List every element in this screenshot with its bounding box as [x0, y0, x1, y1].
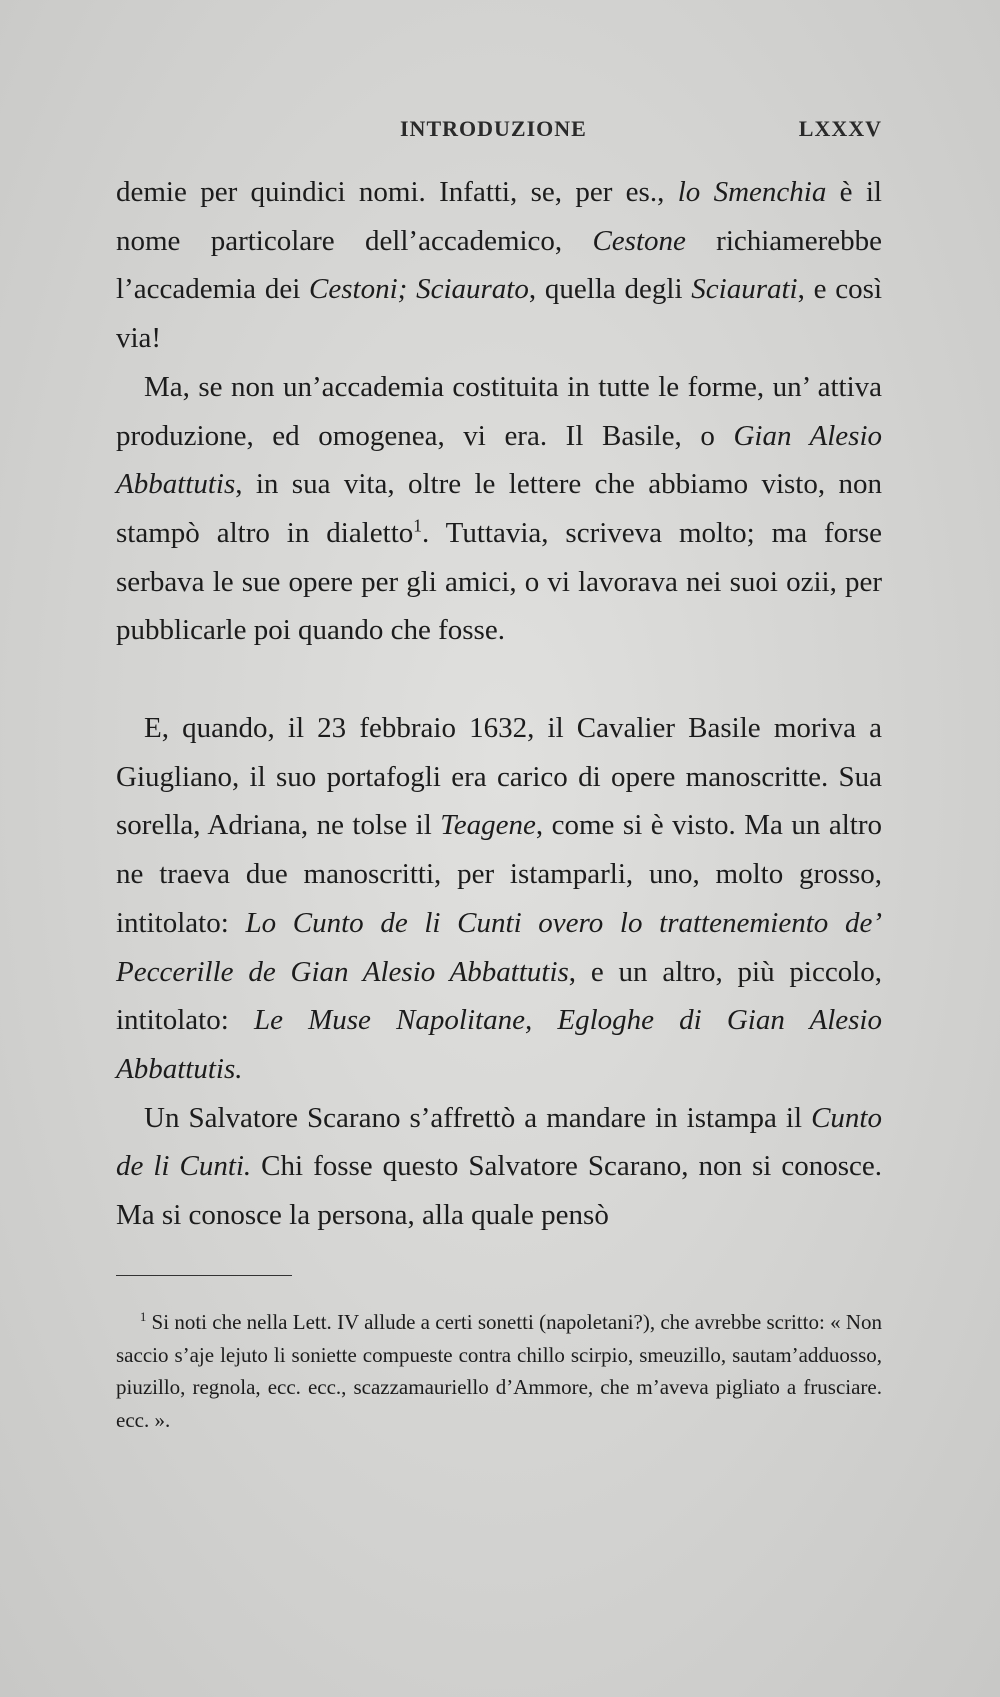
italic-text: Teagene [440, 809, 536, 842]
text-run: demie per quindici nomi. Infatti, se, per es., [116, 176, 678, 208]
page-number: LXXXV [798, 116, 882, 141]
body-text [116, 168, 882, 1240]
footnote-paragraph [116, 1306, 882, 1436]
text-run: , in sua vita, oltre le lettere che abbiamo visto, non stampò altro in dialetto [116, 468, 882, 549]
italic-text: Gian Alesio Abbattutis [116, 419, 882, 501]
footnote-text: Si noti che nella Lett. IV allude a certi sonetti (napoletani?), che avrebbe scritto: « Non saccio s’aje lejuto li soniette compueste contra chillo scirpio, smeuzillo, sautam’adduosso, piuzillo, regnola, ecc. ecc., scazzamauriello d’Ammore, che m’aveva pigliato a frusciare. ecc. ». [116, 1310, 882, 1432]
italic-text: Cestoni; [309, 273, 408, 306]
text-run: Ma, se non un’accademia costituita in tutte le forme, un’ attiva produzione, ed omogenea, vi era. Il Basile, o [116, 370, 882, 452]
text-run [407, 273, 416, 305]
text-run: è il nome particolare dell’accademico, [116, 176, 882, 257]
italic-text: Lo Cunto de li Cunti overo lo trattenemiento de’ Peccerille de Gian Alesio Abbattutis [116, 906, 882, 988]
text-run: , e un altro, più piccolo, intitolato: [116, 955, 882, 1037]
body-paragraph [116, 168, 882, 363]
text-run: . Tuttavia, scriveva molto; ma forse serbava le sue opere per gli amici, o vi lavorava nei suoi ozii, per pubblicarle poi quando che fosse. [116, 516, 882, 647]
text-run: richiamerebbe l’accademia dei [116, 224, 883, 306]
running-head-title: INTRODUZIONE [400, 116, 587, 141]
running-head [0, 116, 1000, 146]
body-paragraph [116, 363, 882, 655]
italic-text: lo Smenchia [677, 176, 827, 208]
text-run: E, quando, il 23 febbraio 1632, il Cavalier Basile moriva a Giugliano, il suo portafogli era carico di opere manoscritte. Sua sorella, Adriana, ne tolse il [116, 712, 882, 842]
italic-text: Sciaurato [416, 273, 529, 306]
italic-text: Cunto de li Cunti. [116, 1101, 882, 1183]
text-run: Un Salvatore Scarano s’affrettò a mandare in istampa il [144, 1101, 812, 1134]
body-paragraph [116, 1094, 882, 1240]
footnote-ref: 1 [413, 515, 422, 536]
body-paragraph [116, 704, 882, 1094]
text-run: , e così via! [116, 273, 882, 355]
italic-text: Cestone [592, 224, 686, 257]
italic-text: Sciaurati [691, 273, 798, 306]
text-run: , quella degli [528, 273, 692, 306]
text-run: Chi fosse questo Salvatore Scarano, non si conosce. Ma si conosce la persona, alla quale pensò [116, 1150, 882, 1232]
footnote-divider [116, 1275, 292, 1276]
italic-text: Le Muse Napolitane, Egloghe di Gian Alesio Abbattutis. [116, 1004, 882, 1085]
text-run: , come si è visto. Ma un altro ne traeva due manoscritti, per istamparli, uno, molto grosso, intitolato: [116, 809, 883, 939]
footnote-marker: 1 [140, 1310, 147, 1324]
footnote [116, 1306, 882, 1436]
